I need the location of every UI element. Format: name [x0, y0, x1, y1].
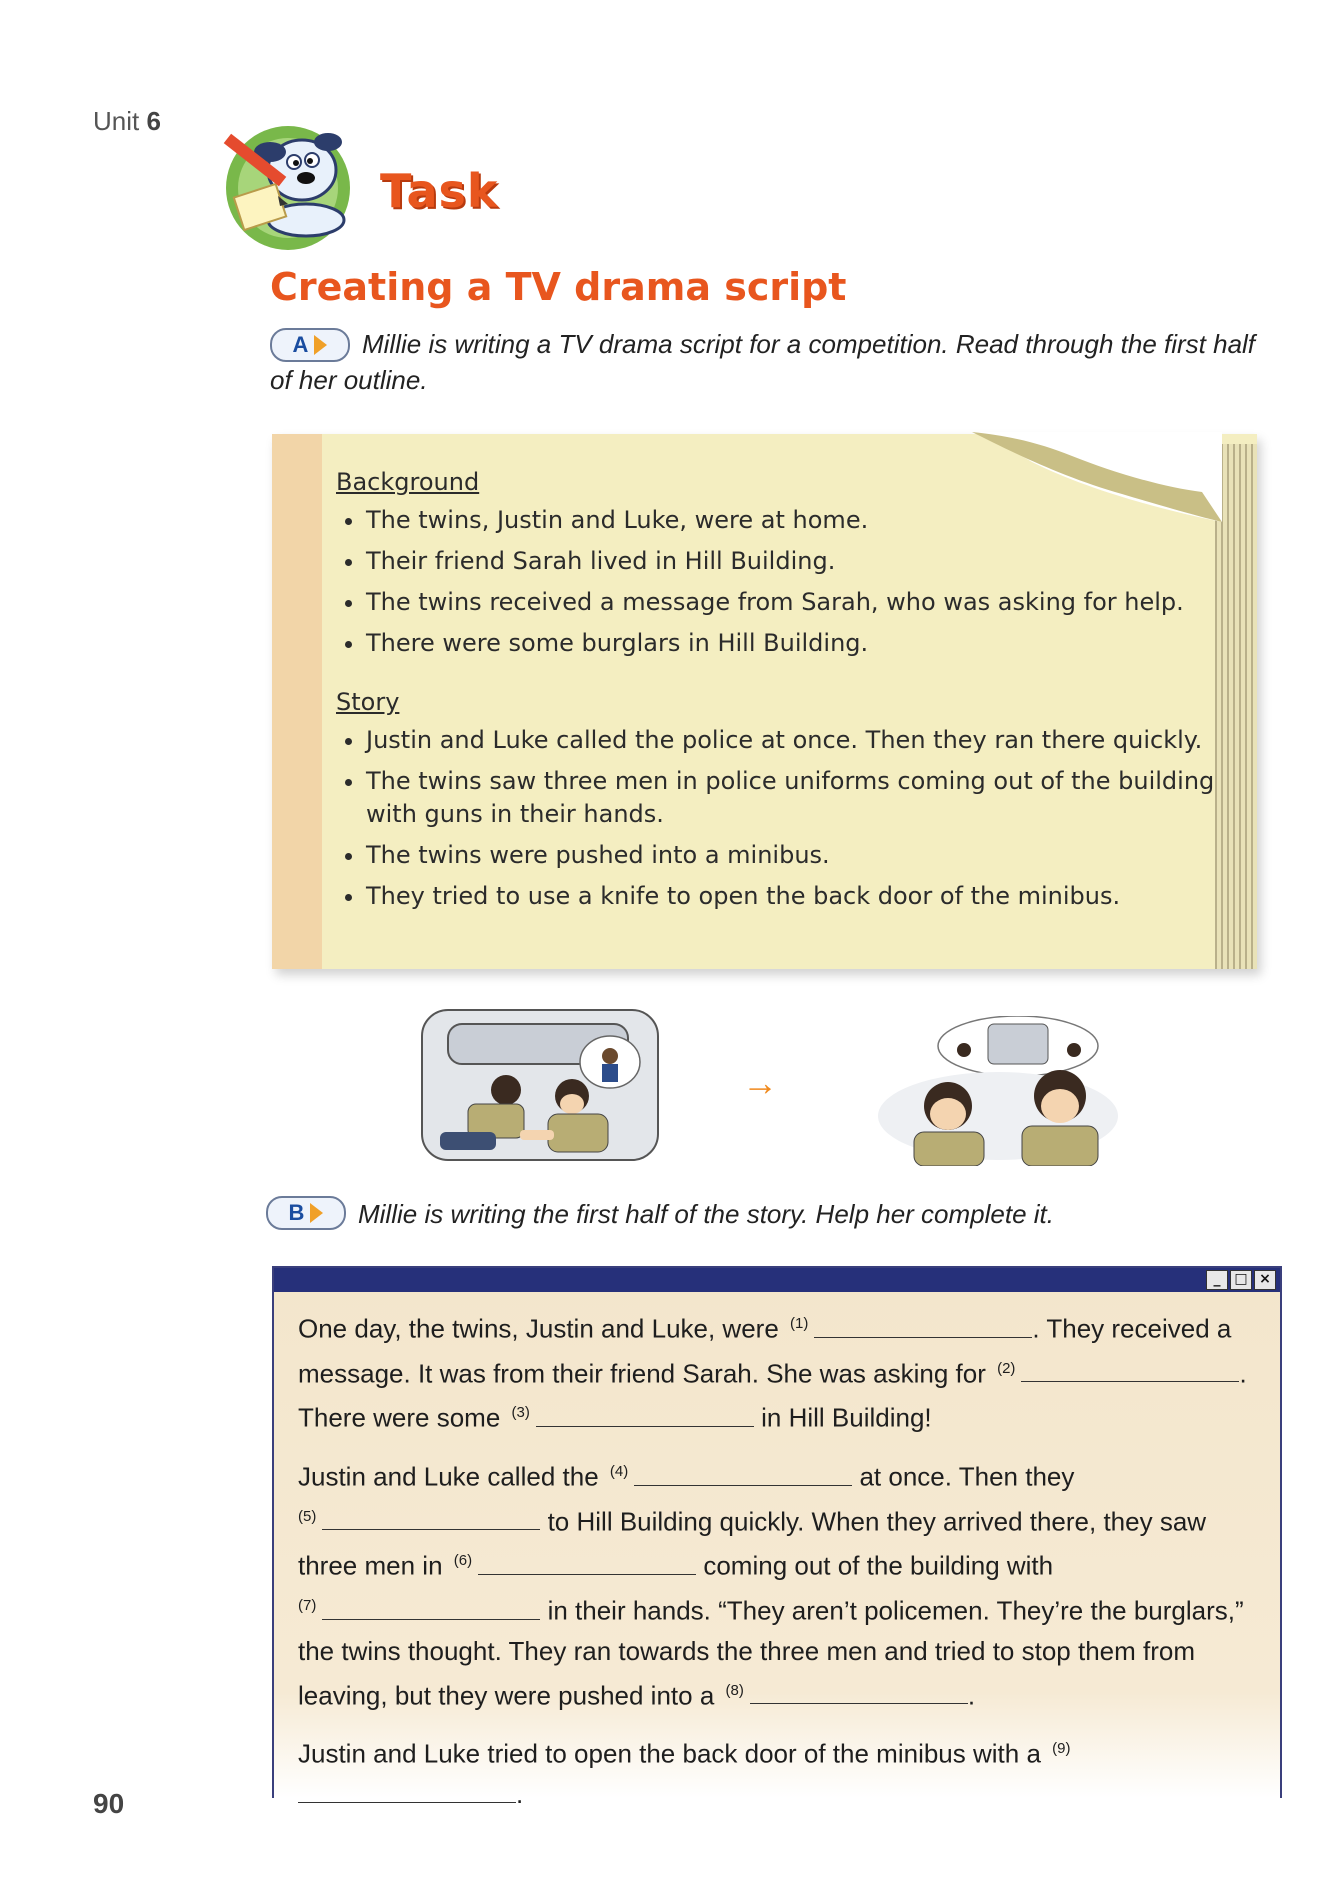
answer-blank-6[interactable] — [478, 1554, 696, 1575]
text-segment: . — [967, 1680, 976, 1711]
answer-blank-7[interactable] — [322, 1599, 540, 1620]
answer-blank-1[interactable] — [814, 1317, 1032, 1338]
text-segment: coming out of the building with — [703, 1550, 1054, 1581]
answer-blank-3[interactable] — [536, 1406, 754, 1427]
close-icon[interactable]: × — [1254, 1270, 1276, 1290]
outline-notes — [336, 468, 1216, 941]
story-paragraph-2 — [298, 1452, 1258, 1715]
notebook-margin-strip — [272, 434, 322, 969]
story-text — [298, 1304, 1258, 1828]
blank-number: (2) — [997, 1359, 1016, 1377]
text-segment: Justin and Luke tried to open the back door of the minibus with a — [298, 1738, 1041, 1769]
task-title: Task — [380, 164, 499, 218]
list-item: • The twins saw three men in police uniforms coming out of the building with guns in their hands. — [366, 765, 1216, 831]
part-b-instruction: Millie is writing the first half of the story. Help her complete it. — [358, 1199, 1054, 1229]
text-segment: . They received a message. It was from their friend Sarah. She was asking for — [298, 1313, 1232, 1389]
list-item: • Justin and Luke called the police at once. Then they ran there quickly. — [366, 724, 1216, 757]
story-list — [336, 724, 1216, 913]
list-item: • Their friend Sarah lived in Hill Building. — [366, 545, 1216, 578]
answer-blank-5[interactable] — [322, 1509, 540, 1530]
window-controls — [1206, 1270, 1276, 1290]
text-segment: One day, the twins, Justin and Luke, were — [298, 1313, 779, 1344]
blank-number: (3) — [511, 1404, 530, 1422]
background-heading: Background — [336, 468, 480, 496]
blank-number: (6) — [453, 1552, 473, 1570]
answer-blank-9[interactable] — [298, 1782, 516, 1803]
page-number: 90 — [93, 1788, 125, 1819]
list-item: • The twins received a message from Sarah, who was asking for help. — [366, 586, 1216, 619]
window-titlebar — [274, 1268, 1280, 1292]
story-window — [272, 1266, 1282, 1809]
text-segment: in Hill Building! — [761, 1402, 932, 1433]
part-a-instruction: Millie is writing a TV drama script for a competition. Read through the first half of her outline. — [270, 329, 1256, 395]
story-paragraph-3 — [298, 1729, 1258, 1814]
blank-number: (9) — [1052, 1740, 1071, 1758]
list-item: • There were some burglars in Hill Building. — [366, 627, 1216, 660]
section-title: Creating a TV drama script — [270, 265, 847, 309]
text-segment: Justin and Luke called the — [298, 1461, 599, 1492]
text-segment: . There were some — [298, 1358, 1247, 1433]
part-b-letter: B — [288, 1200, 305, 1225]
blank-number: (7) — [298, 1596, 317, 1614]
unit-label — [93, 106, 161, 137]
text-segment: in their hands. “They aren’t policemen. They’re the burglars,” the twins thought. They ran towards the three men and tried to stop them from leaving, but they were pushed into a — [298, 1595, 1244, 1711]
list-item: • They tried to use a knife to open the back door of the minibus. — [366, 880, 1216, 913]
blank-number: (4) — [609, 1462, 629, 1480]
text-segment: . — [516, 1778, 524, 1809]
story-heading: Story — [336, 688, 400, 716]
text-segment: to Hill Building quickly. When they arrived there, they saw three men in — [298, 1506, 1207, 1581]
blank-number: (8) — [725, 1681, 744, 1699]
story-paragraph-1 — [298, 1304, 1258, 1438]
notebook-page-edges — [1215, 444, 1257, 969]
twins-escape-illustration — [868, 1016, 1130, 1166]
unit-word: Unit — [93, 106, 140, 136]
answer-blank-4[interactable] — [634, 1465, 852, 1486]
minimize-icon[interactable]: _ — [1206, 1270, 1228, 1290]
text-segment: at once. Then they — [859, 1461, 1075, 1492]
twins-in-minibus-illustration — [420, 1004, 660, 1166]
arrow-right-icon: → — [742, 1062, 778, 1103]
blank-number: (5) — [298, 1507, 317, 1525]
answer-blank-8[interactable] — [750, 1683, 968, 1704]
list-item: • The twins, Justin and Luke, were at home. — [366, 504, 1216, 537]
blank-number: (1) — [790, 1315, 809, 1332]
unit-number: 6 — [146, 106, 161, 136]
part-b-badge — [266, 1196, 346, 1230]
part-a-letter: A — [292, 332, 309, 357]
play-triangle-icon — [310, 1203, 323, 1223]
background-list — [336, 504, 1216, 660]
list-item: • The twins were pushed into a minibus. — [366, 839, 1216, 872]
answer-blank-2[interactable] — [1021, 1361, 1239, 1382]
maximize-icon[interactable]: □ — [1230, 1270, 1252, 1290]
task-dog-logo-icon — [210, 112, 370, 254]
